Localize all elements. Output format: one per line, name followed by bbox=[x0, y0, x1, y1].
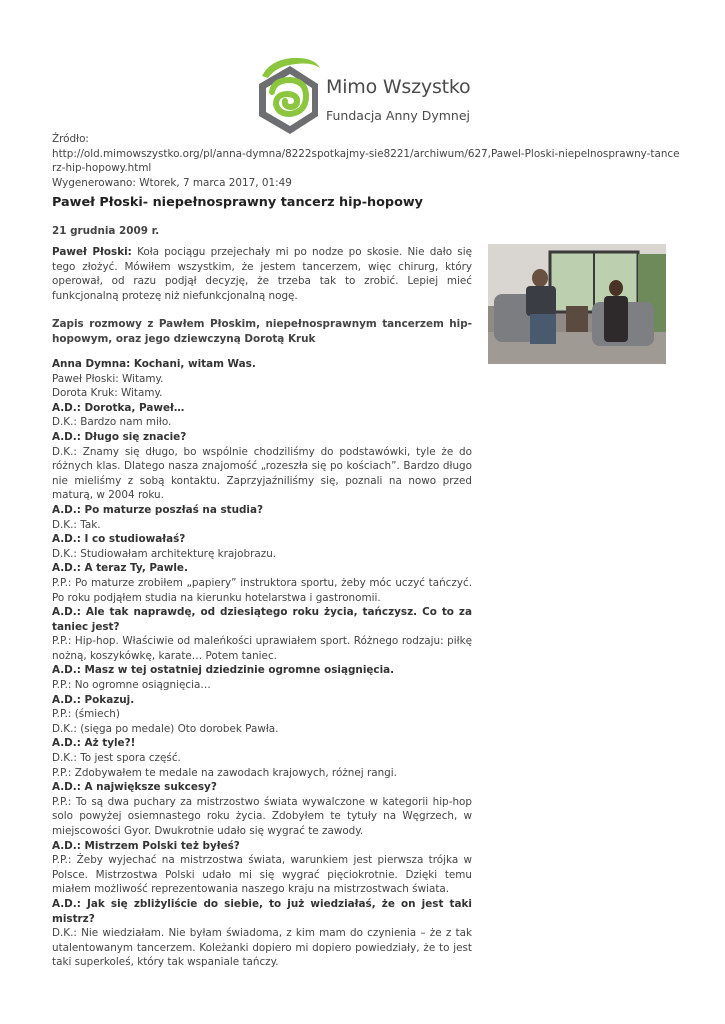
dialog-answer: Dorota Kruk: Witamy. bbox=[52, 387, 163, 400]
source-url-line2[interactable]: rz-hip-hopowy.html bbox=[52, 162, 152, 175]
dialog-question: A.D.: Pokazuj. bbox=[52, 693, 135, 706]
dialog-answer: D.K.: Bardzo nam miło. bbox=[52, 416, 172, 429]
lead-speaker: Paweł Płoski: bbox=[52, 246, 132, 258]
dialog-answer: P.P.: Żeby wyjechać na mistrzostwa świata, warunkiem jest pierwsza trójka w Polsce. Mistrzostwa Polski udało mi się wygrać pięciokrotnie. Dzięki temu miałem możliwość reprezentowania naszego kraju na mistrzostwach świata. bbox=[52, 854, 472, 896]
dialog-question: A.D.: A teraz Ty, Pawle. bbox=[52, 562, 188, 575]
lead-text: Koła pociągu przejechały mi po nodze po skosie. Nie dało się tego złożyć. Mówiłem wszystkim, że jestem tancerzem, więc chirurg, który operował, od razu podjął decyzję, że trzeba tak to zrobić. Lepiej mieć funkcjonalną protezę niż niefunkcjonalną nogę. bbox=[52, 246, 472, 302]
dialog-answer: P.P.: Zdobywałem te medale na zawodach krajowych, różnej rangi. bbox=[52, 766, 397, 779]
lead-paragraph bbox=[52, 245, 472, 303]
dialog-answer: D.K.: Znamy się długo, bo wspólnie chodziliśmy do podstawówki, tyle że do różnych klas. Dlatego nasza znajomość „rozeszła się po kościach”. Bardzo długo nie mieliśmy z sobą kontaktu. Zaprzyjaźniliśmy się, poznali na nowo przed maturą, w 2004 roku. bbox=[52, 445, 472, 502]
dialog-question: A.D.: Masz w tej ostatniej dziedzinie ogromne osiągnięcia. bbox=[52, 664, 395, 677]
article-date: 21 grudnia 2009 r. bbox=[52, 225, 160, 237]
dialog-question: A.D.: A największe sukcesy? bbox=[52, 781, 217, 794]
dialog-question: A.D.: Po maturze poszłaś na studia? bbox=[52, 503, 264, 516]
spiral-logo-icon bbox=[256, 54, 324, 136]
dialog-question: A.D.: I co studiowałaś? bbox=[52, 533, 186, 546]
foundation-logo bbox=[256, 54, 471, 136]
dialog-answer: P.P.: No ogromne osiągnięcia… bbox=[52, 679, 211, 692]
dialog-answer: Paweł Płoski: Witamy. bbox=[52, 372, 164, 385]
logo-subtitle: Fundacja Anny Dymnej bbox=[326, 108, 470, 123]
dialog-question: A.D.: Dorotka, Paweł… bbox=[52, 401, 185, 414]
dialog-answer: P.P.: To są dwa puchary za mistrzostwo świata wywalczone w kategorii hip-hop solo powyżej osiemnastego roku życia. Zdobyłem te tytuły na Węgrzech, w miejscowości Gyor. Dwukrotnie udało się wygrać te zawody. bbox=[52, 795, 472, 837]
dialog-question: A.D.: Jak się zbliżyliście do siebie, to już wiedziałaś, że on jest taki mistrz? bbox=[52, 897, 472, 925]
article-title: Paweł Płoski- niepełnosprawny tancerz hip-hopowy bbox=[52, 195, 424, 210]
dialog-answer: D.K.: Tak. bbox=[52, 518, 101, 531]
source-url-line1[interactable]: http://old.mimowszystko.org/pl/anna-dymna/8222spotkajmy-sie8221/archiwum/627,Pawel-Ploski-niepelnosprawny-tance bbox=[52, 147, 680, 160]
source-block bbox=[52, 132, 680, 190]
dialog-question: A.D.: Aż tyle?! bbox=[52, 737, 136, 750]
generated-timestamp: Wygenerowano: Wtorek, 7 marca 2017, 01:49 bbox=[52, 176, 292, 189]
interview-intro: Zapis rozmowy z Pawłem Płoskim, niepełnosprawnym tancerzem hip-hopowym, oraz jego dziewczyną Dorotą Kruk bbox=[52, 318, 472, 345]
dialog-answer: P.P.: Po maturze zrobiłem „papiery” instruktora sportu, żeby móc uczyć tańczyć. Po roku podjąłem studia na kierunku hotelarstwa i gastronomii. bbox=[52, 576, 472, 604]
article-photo bbox=[488, 244, 666, 364]
source-label: Źródło: bbox=[52, 133, 89, 145]
dialog-answer: P.P.: Hip-hop. Właściwie od maleńkości uprawiałem sport. Różnego rodzaju: piłkę nożną, koszykówkę, karate… Potem taniec. bbox=[52, 635, 472, 662]
interview-dialog bbox=[52, 357, 472, 970]
dialog-answer: P.P.: (śmiech) bbox=[52, 708, 120, 721]
logo-name: Mimo Wszystko bbox=[326, 76, 471, 98]
dialog-answer: D.K.: Studiowałam architekturę krajobrazu. bbox=[52, 547, 277, 560]
dialog-answer: D.K.: To jest spora część. bbox=[52, 752, 181, 765]
dialog-question: A.D.: Długo się znacie? bbox=[52, 430, 187, 443]
dialog-question: Anna Dymna: Kochani, witam Was. bbox=[52, 358, 256, 370]
dialog-answer: D.K.: (sięga po medale) Oto dorobek Pawła. bbox=[52, 722, 279, 735]
dialog-answer: D.K.: Nie wiedziałam. Nie byłam świadoma, z kim mam do czynienia – że z tak utalentowanym tancerzem. Koleżanki dopiero mi dopiero powiedziały, że to jest taki superkoleś, który tak wspaniale tańczy. bbox=[52, 927, 472, 969]
dialog-question: A.D.: Ale tak naprawdę, od dziesiątego roku życia, tańczysz. Co to za taniec jest? bbox=[52, 606, 472, 633]
dialog-question: A.D.: Mistrzem Polski też byłeś? bbox=[52, 839, 240, 852]
